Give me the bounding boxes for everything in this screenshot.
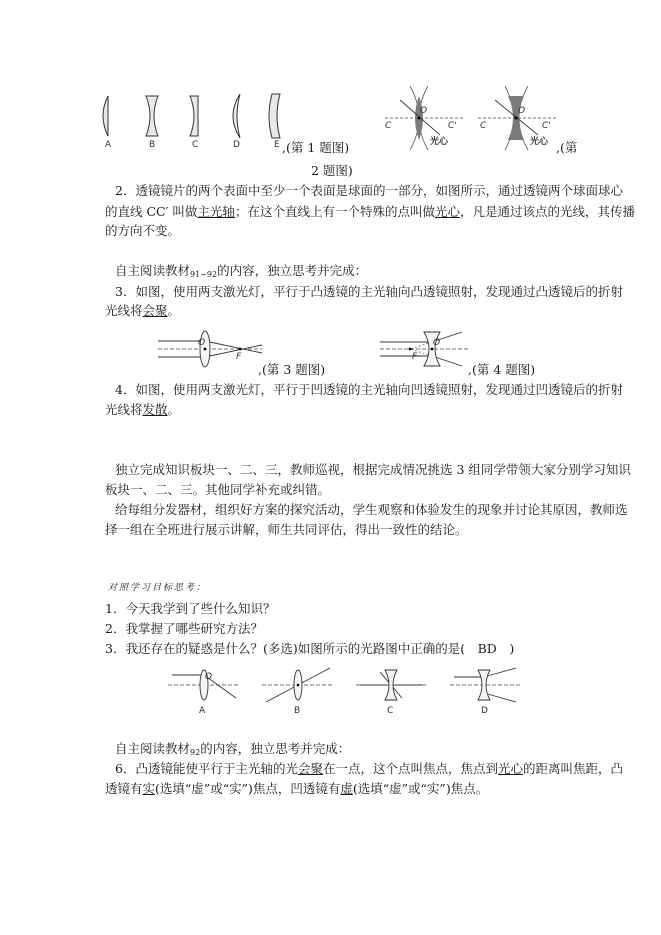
- reflection-title: 对照学习目标思考：: [108, 583, 208, 593]
- point-c-label-left: C: [385, 121, 392, 131]
- fig5-label-c: C: [387, 706, 394, 716]
- fig3-f-label: F: [236, 352, 242, 362]
- figure3-caption: ,(第 3 题图): [258, 362, 326, 377]
- read-instruction-1: 自主阅读教材91~92的内容，独立思考并完成：: [115, 263, 368, 279]
- fig5-label-b: B: [294, 706, 301, 716]
- optical-center-label-left: 光心: [430, 137, 449, 147]
- q3-line1: 3．如图，使用两支激光灯，平行于凸透镜的主光轴向凸透镜照射，发现通过凸透镜后的折射: [115, 284, 623, 299]
- fig3-o-label: O: [198, 338, 206, 348]
- point-o-label-left: O: [420, 106, 428, 116]
- figure1-caption: ,(第 1 题图): [282, 140, 350, 155]
- read-instruction-2: 自主阅读教材92的内容，独立思考并完成：: [115, 741, 351, 757]
- point-c-label-right: C: [480, 121, 487, 131]
- answer-diverge: 发散: [142, 402, 168, 417]
- answer-virtual: 虚: [340, 781, 353, 796]
- q4-line1: 4．如图，使用两支激光灯，平行于凹透镜的主光轴向凹透镜照射，发现通过凹透镜后的折射: [115, 382, 623, 397]
- para2-line2: 择一组在全班进行展示讲解，师生共同评估，得出一致性的结论。: [105, 522, 468, 537]
- fig4-o-label: O: [433, 338, 441, 348]
- para1-line1: 独立完成知识板块一、二、三，教师巡视，根据完成情况挑选 3 组同学带领大家分别学习知识: [115, 462, 631, 477]
- q2-line3: 的方向不变。: [105, 223, 181, 238]
- point-o-label-right: O: [518, 106, 526, 116]
- figure2-caption-end: 2 题图): [311, 163, 353, 178]
- fig5-label-d: D: [481, 706, 488, 716]
- reflect-item2: 2．我掌握了哪些研究方法？: [105, 621, 263, 636]
- answer-real: 实: [142, 781, 156, 796]
- q6-line2: 透镜有实(选填“虚”或“实”)焦点，凹透镜有虚(选填“虚”或“实”)焦点。: [105, 781, 489, 796]
- figure4-caption: ,(第 4 题图): [468, 362, 536, 377]
- lens-label-a: A: [105, 140, 112, 150]
- answer-main-axis: 主光轴: [197, 204, 235, 219]
- q2-line2: 的直线 CC′ 叫做主光轴；在这个直线上有一个特殊的点叫做光心，凡是通过该点的光线，其传播: [105, 204, 635, 219]
- optical-center-label-right: 光心: [530, 137, 549, 147]
- lens-label-d: D: [233, 140, 240, 150]
- answer-converge: 会聚: [142, 303, 168, 318]
- figure2-caption-start: ,(第: [556, 140, 578, 155]
- point-c2-label-left: C': [448, 121, 457, 131]
- fig4-f-label: F: [412, 352, 418, 362]
- answer-optical-center: 光心: [434, 204, 460, 219]
- reflect-item1: 1．今天我学到了些什么知识？: [105, 601, 276, 616]
- lens-label-e: E: [274, 140, 280, 150]
- q3-line2: 光线将会聚。: [105, 303, 181, 318]
- q4-line2: 光线将发散。: [105, 402, 181, 417]
- q2-line1: 2．透镜镜片的两个表面中至少一个表面是球面的一部分，如图所示，通过透镜两个球面球心: [115, 183, 623, 198]
- answer-optical-center-2: 光心: [498, 761, 524, 776]
- para1-line2: 板块一、二、三。其他同学补充或纠错。: [105, 482, 331, 497]
- fig5-label-a: A: [199, 706, 206, 716]
- point-c2-label-right: C': [542, 121, 551, 131]
- lens-label-b: B: [149, 140, 156, 150]
- q6-line1: 6．凸透镜能使平行于主光轴的光会聚在一点，这个点叫焦点，焦点到光心的距离叫焦距，凸: [115, 761, 624, 776]
- para2-line1: 给每组分发器材，组织好方案的探究活动，学生观察和体验发生的现象并讨论其原因，教师选: [115, 502, 628, 517]
- fig5-o-label-a: O: [205, 672, 213, 682]
- lens-label-c: C: [192, 140, 199, 150]
- answer-bd: BD: [477, 641, 497, 656]
- reflect-item3: 3．我还存在的疑惑是什么？(多选)如图所示的光路图中正确的是( BD ): [105, 641, 515, 656]
- answer-converge-2: 会聚: [297, 761, 323, 776]
